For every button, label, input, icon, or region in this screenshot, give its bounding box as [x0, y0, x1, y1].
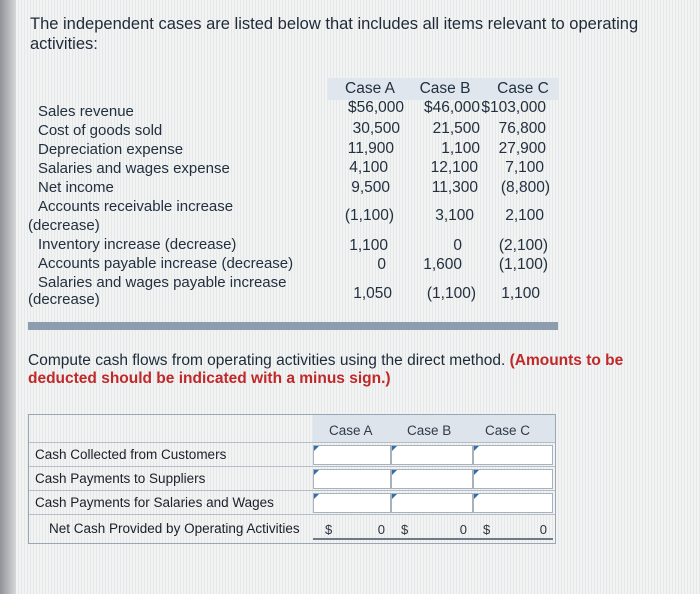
instruction-emphasis: (Amounts to be deducted should be indicated with a minus sign.): [28, 352, 624, 387]
input-suppliers-case-a[interactable]: [313, 469, 391, 489]
row-label-net-income: Net income: [38, 179, 114, 196]
input-customers-case-c[interactable]: [473, 445, 553, 465]
answer-label-customers: Cash Collected from Customers: [35, 447, 227, 462]
input-salaries-case-c[interactable]: [473, 493, 553, 513]
row-label-ar-line2: (decrease): [28, 217, 100, 234]
input-suppliers-case-c[interactable]: [473, 469, 553, 489]
value-inventory-a: 1,100: [349, 237, 388, 254]
total-value-case-b: 0: [459, 522, 467, 537]
column-header-case-b: Case B: [419, 80, 471, 97]
value-salaries-c: 7,100: [505, 159, 544, 176]
answer-table: [28, 414, 556, 544]
column-header-case-a: Case A: [345, 80, 395, 97]
value-ar-a: (1,100): [344, 207, 394, 224]
answer-column-case-b: Case B: [407, 423, 452, 438]
value-net-income-a: 9,500: [351, 179, 390, 196]
input-marker-icon: [474, 446, 479, 451]
value-ap-c: (1,100): [498, 256, 548, 273]
input-marker-icon: [474, 470, 479, 475]
column-header-case-c: Case C: [497, 80, 549, 97]
input-salaries-case-b[interactable]: [391, 493, 473, 513]
answer-label-suppliers: Cash Payments to Suppliers: [35, 471, 206, 486]
case-data-table: [28, 78, 558, 315]
input-marker-icon: [314, 470, 319, 475]
answer-row-total: [29, 514, 555, 543]
value-sales-a: $56,000: [347, 99, 404, 116]
value-sales-c: $103,000: [481, 99, 546, 116]
row-label-depreciation: Depreciation expense: [38, 141, 184, 158]
value-net-income-b: 11,300: [431, 179, 478, 196]
value-ar-b: 3,100: [435, 207, 474, 224]
input-customers-case-b[interactable]: [391, 445, 473, 465]
answer-column-case-a: Case A: [329, 423, 373, 438]
total-case-c: [473, 518, 553, 540]
value-inventory-c: (2,100): [498, 237, 548, 254]
input-marker-icon: [314, 446, 319, 451]
input-suppliers-case-b[interactable]: [391, 469, 473, 489]
input-salaries-case-a[interactable]: [313, 493, 391, 513]
input-marker-icon: [474, 494, 479, 499]
row-label-cogs: Cost of goods sold: [38, 122, 163, 139]
value-inventory-b: 0: [453, 237, 462, 254]
value-cogs-b: 21,500: [432, 120, 480, 137]
value-salaries-b: 12,100: [430, 159, 478, 176]
answer-row-customers: [29, 442, 555, 467]
value-cogs-a: 30,500: [352, 120, 400, 137]
input-marker-icon: [314, 494, 319, 499]
input-marker-icon: [392, 470, 397, 475]
value-net-income-c: (8,800): [500, 179, 550, 196]
answer-column-case-c: Case C: [485, 423, 531, 438]
input-marker-icon: [392, 446, 397, 451]
answer-label-total: Net Cash Provided by Operating Activities: [49, 521, 300, 536]
answer-row-suppliers: [29, 466, 555, 491]
value-cogs-c: 76,800: [498, 120, 546, 137]
section-divider: [28, 322, 558, 330]
currency-symbol: $: [483, 522, 491, 537]
value-salaries-payable-a: 1,050: [353, 285, 392, 302]
value-salaries-a: 4,100: [349, 159, 388, 176]
row-label-ar-line1: Accounts receivable increase: [38, 198, 234, 215]
value-ar-c: 2,100: [505, 207, 544, 224]
total-value-case-a: 0: [377, 522, 385, 537]
value-ap-b: 1,600: [423, 256, 462, 273]
left-edge-shadow: [0, 0, 16, 594]
input-marker-icon: [392, 494, 397, 499]
answer-row-salaries: [29, 490, 555, 515]
total-value-case-c: 0: [539, 522, 547, 537]
value-salaries-payable-b: (1,100): [426, 285, 476, 302]
row-label-sales-revenue: Sales revenue: [38, 103, 134, 120]
row-label-ap: Accounts payable increase (decrease): [38, 255, 294, 272]
currency-symbol: $: [325, 522, 333, 537]
row-label-inventory: Inventory increase (decrease): [38, 236, 237, 253]
value-depreciation-a: 11,900: [347, 140, 394, 157]
value-sales-b: $46,000: [423, 99, 480, 116]
currency-symbol: $: [401, 522, 409, 537]
instruction-text: [28, 352, 688, 388]
value-depreciation-b: 1,100: [441, 140, 480, 157]
total-case-b: [391, 518, 473, 540]
value-salaries-payable-c: 1,100: [501, 285, 540, 302]
total-case-a: [313, 518, 391, 540]
row-label-salaries-payable-line2: (decrease): [28, 291, 100, 308]
instruction-main: Compute cash flows from operating activities using the direct method.: [28, 352, 506, 369]
value-ap-a: 0: [377, 256, 386, 273]
answer-label-salaries: Cash Payments for Salaries and Wages: [35, 495, 274, 510]
input-customers-case-a[interactable]: [313, 445, 391, 465]
intro-text: The independent cases are listed below that includes all items relevant to operating activities:: [30, 15, 639, 53]
value-depreciation-c: 27,900: [498, 140, 546, 157]
row-label-salaries-expense: Salaries and wages expense: [38, 160, 230, 177]
row-label-salaries-payable-line1: Salaries and wages payable increase: [38, 274, 287, 291]
